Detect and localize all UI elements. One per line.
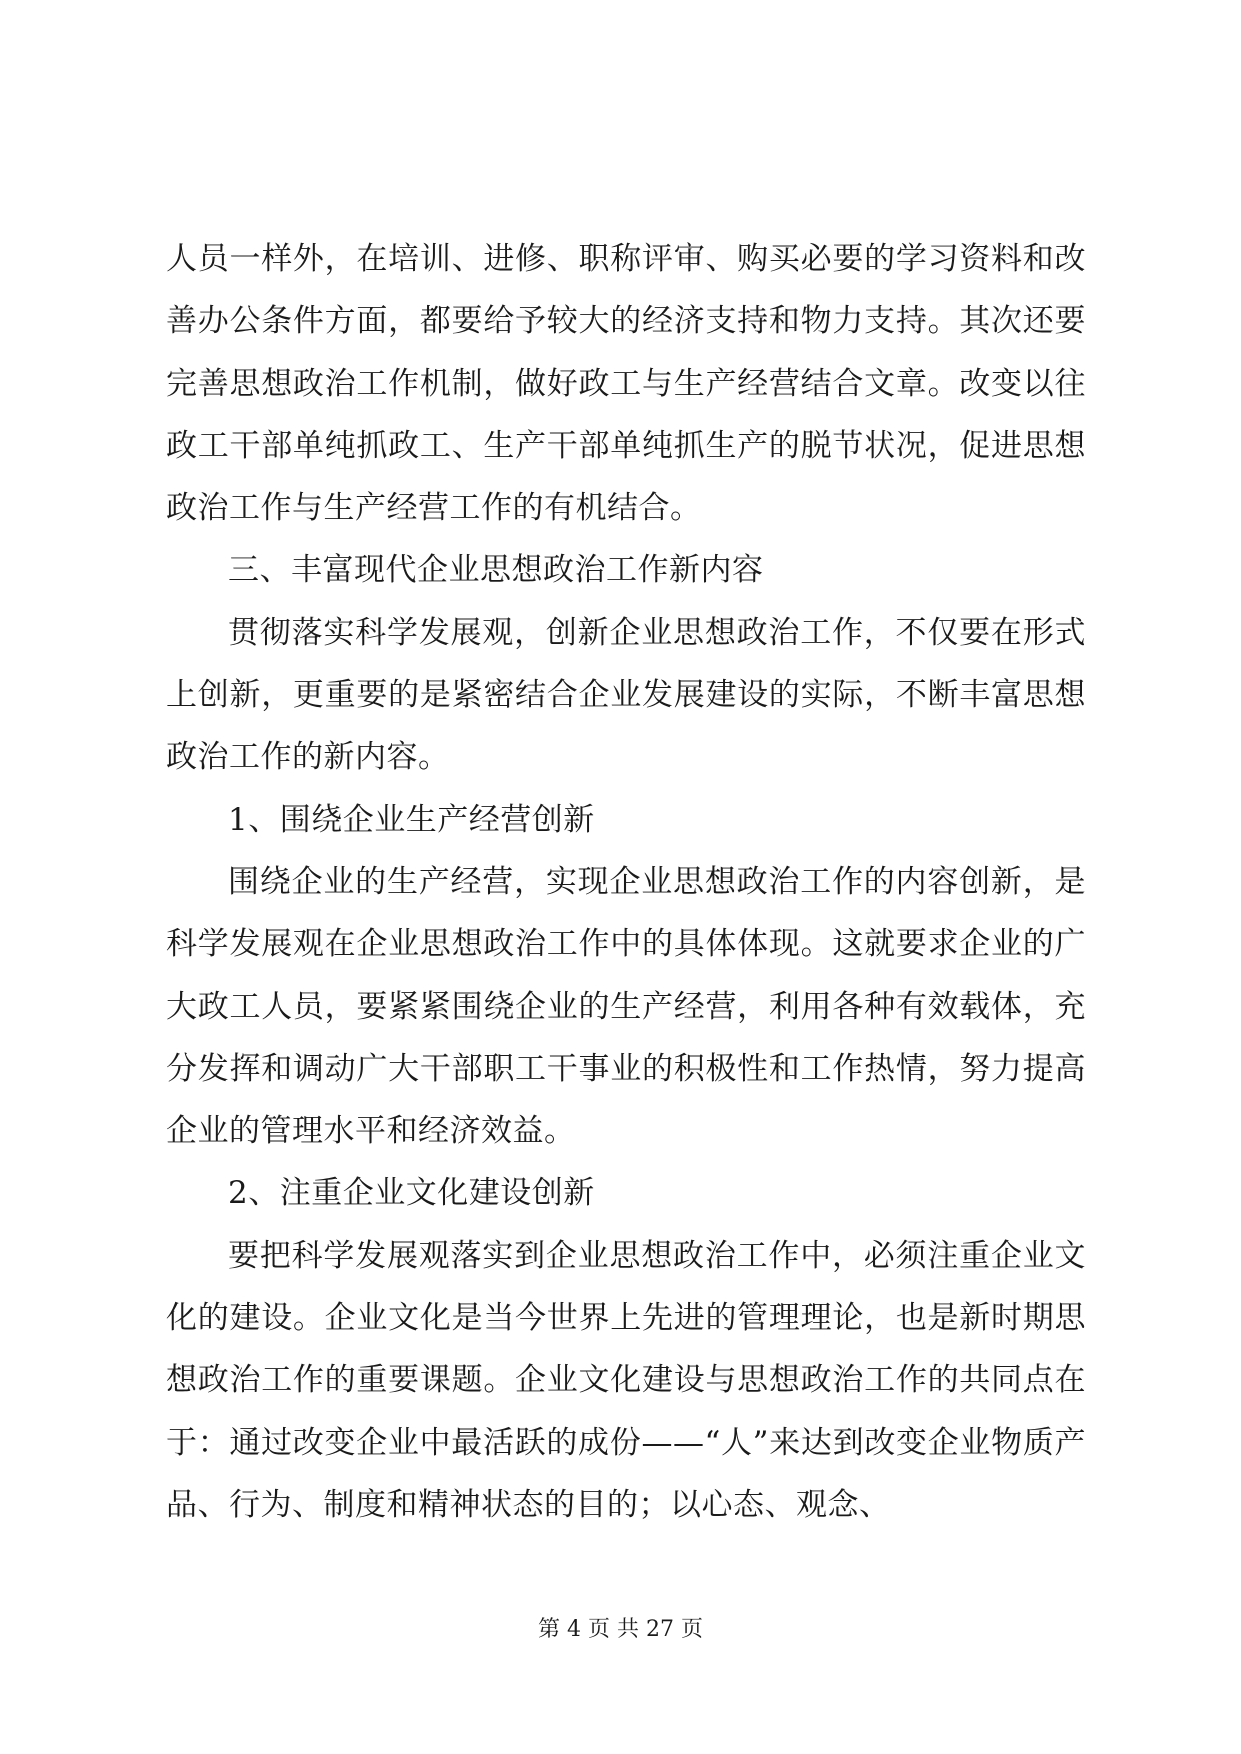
paragraph-intro: 贯彻落实科学发展观，创新企业思想政治工作，不仅要在形式上创新，更重要的是紧密结合企业发展建设的实际，不断丰富思想政治工作的新内容。 [166,614,1086,776]
subheading-two: 2、注重企业文化建设创新 [228,1175,595,1212]
paragraph-culture: 要把科学发展观落实到企业思想政治工作中，必须注重企业文化的建设。企业文化是当今世界上先进的管理理论，也是新时期思想政治工作的重要课题。企业文化建设与思想政治工作的共同点在于：通过改变企业中最活跃的成份——“人”来达到改变企业物质产品、行为、制度和精神状态的目的；以心态、观念、 [166,1237,1086,1523]
subheading-one: 1、围绕企业生产经营创新 [228,801,595,838]
paragraph-continuation: 人员一样外，在培训、进修、职称评审、购买必要的学习资料和改善办公条件方面，都要给予较大的经济支持和物力支持。其次还要完善思想政治工作机制，做好政工与生产经营结合文章。改变以往政工干部单纯抓政工、生产干部单纯抓生产的脱节状况，促进思想政治工作与生产经营工作的有机结合。 [166,241,1086,527]
section-heading-three: 三、丰富现代企业思想政治工作新内容 [228,552,764,589]
page-footer: 第 4 页 共 27 页 [538,1617,703,1642]
document-body [166,228,1086,1536]
paragraph-production: 围绕企业的生产经营，实现企业思想政治工作的内容创新，是科学发展观在企业思想政治工作中的具体体现。这就要求企业的广大政工人员，要紧紧围绕企业的生产经营，利用各种有效载体，充分发挥和调动广大干部职工干事业的积极性和工作热情，努力提高企业的管理水平和经济效益。 [166,863,1086,1150]
